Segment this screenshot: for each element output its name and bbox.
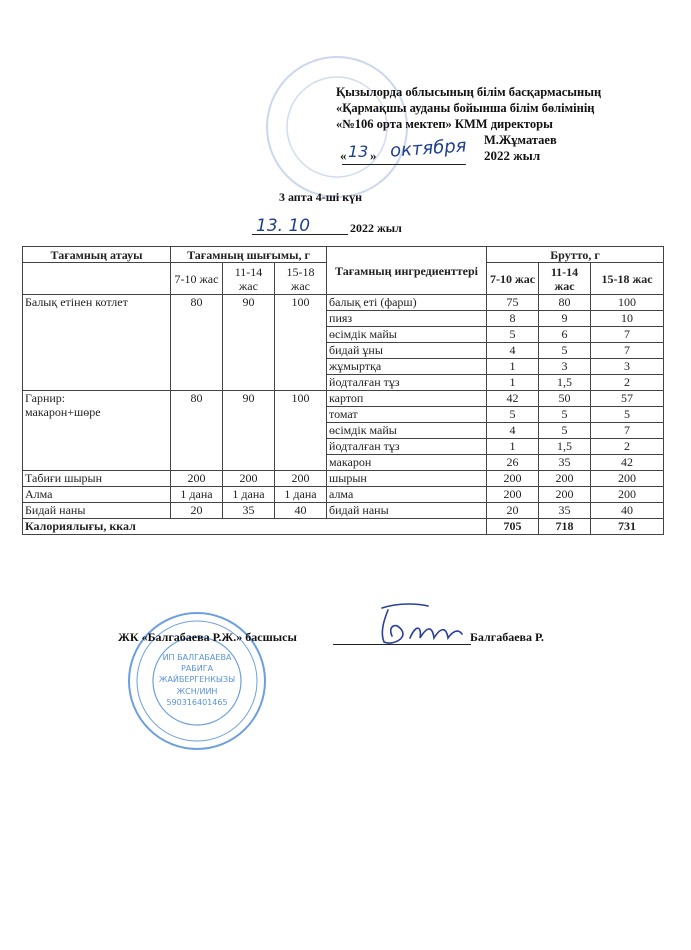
stamp-line-4: ЖСН/ИИН [176,687,218,696]
ingredient-name: алма [327,487,487,503]
total-value: 705 [487,519,539,535]
dish-output: 1 дана [223,487,275,503]
ingredient-name: пияз [327,311,487,327]
dish-output: 40 [275,503,327,519]
day-title: 3 апта 4-ші күн [278,190,363,204]
dish-output: 1 дана [275,487,327,503]
ingredient-brutto: 7 [591,327,664,343]
ingredient-brutto: 5 [539,343,591,359]
header-output: Тағамның шығымы, г [171,247,327,263]
dish-output: 200 [275,471,327,487]
ingredient-brutto: 3 [539,359,591,375]
table-date [252,218,452,240]
dish-name: Алма [23,487,171,503]
signature-right-text: Балгабаева Р. [470,630,544,644]
dish-output: 200 [171,471,223,487]
header-brutto-age2: 11-14 жас [539,263,591,295]
dish-output: 90 [223,391,275,471]
ingredient-name: өсімдік майы [327,327,487,343]
dish-output: 200 [223,471,275,487]
ingredient-brutto: 9 [539,311,591,327]
table-date-underline [252,234,348,235]
dish-output: 35 [223,503,275,519]
ingredient-name: шырын [327,471,487,487]
ingredient-name: бидай ұны [327,343,487,359]
stamp-line-2: РАБИГА [180,664,214,673]
ingredient-brutto: 200 [487,487,539,503]
ingredient-brutto: 5 [591,407,664,423]
ingredient-brutto: 1,5 [539,439,591,455]
table-row [23,471,664,487]
table-row [23,487,664,503]
dish-name: Балық етінен котлет [23,295,171,391]
dish-output: 1 дана [171,487,223,503]
approval-line-1: Қызылорда облысының білім басқармасының [336,85,602,99]
stamp-line-5: 590316401465 [166,698,228,707]
dish-output: 80 [171,391,223,471]
ingredient-brutto: 7 [591,343,664,359]
ingredient-brutto: 35 [539,455,591,471]
dish-output: 80 [171,295,223,391]
ingredient-brutto: 4 [487,423,539,439]
header-out-age2: 11-14 жас [223,263,275,295]
ingredient-brutto: 75 [487,295,539,311]
dish-output: 90 [223,295,275,391]
ingredient-brutto: 4 [487,343,539,359]
ingredient-brutto: 2 [591,439,664,455]
ingredient-name: жұмыртқа [327,359,487,375]
ingredient-brutto: 5 [487,407,539,423]
ingredient-brutto: 1 [487,359,539,375]
ingredient-name: балық еті (фарш) [327,295,487,311]
menu-table-body [23,295,664,535]
total-value: 718 [539,519,591,535]
total-row [23,519,664,535]
signature-left-text: ЖК «Балгабаева Р.Ж.» басшысы [118,630,297,644]
approval-line-3: «№106 орта мектеп» КММ директоры [336,117,553,131]
table-date-year: 2022 жыл [350,221,402,235]
ingredient-brutto: 7 [591,423,664,439]
director-name: М.Жұматаев [484,133,557,147]
date-day-handwritten: 13 [348,142,369,161]
ingredient-name: томат [327,407,487,423]
header-brutto-age1: 7-10 жас [487,263,539,295]
ingredient-brutto: 42 [487,391,539,407]
ingredient-name: йодталған тұз [327,375,487,391]
dish-name: Гарнир: макарон+шөре [23,391,171,471]
ingredient-brutto: 200 [591,487,664,503]
ingredient-name: өсімдік майы [327,423,487,439]
ingredient-brutto: 200 [539,471,591,487]
dish-output: 100 [275,295,327,391]
ingredient-brutto: 35 [539,503,591,519]
table-date-handwritten: 13. 10 [256,216,311,236]
header-dish: Тағамның атауы [23,247,171,263]
dish-name: Табиғи шырын [23,471,171,487]
approval-date [336,136,656,168]
ingredient-brutto: 26 [487,455,539,471]
approval-line-2: «Қармақшы ауданы бойынша білім бөлімінің [336,101,595,115]
ingredient-brutto: 8 [487,311,539,327]
total-value: 731 [591,519,664,535]
dish-name: Бидай наны [23,503,171,519]
ingredient-brutto: 42 [591,455,664,471]
ingredient-brutto: 200 [539,487,591,503]
ingredient-name: картоп [327,391,487,407]
ingredient-brutto: 200 [591,471,664,487]
ingredient-brutto: 5 [487,327,539,343]
menu-table [22,246,664,535]
ingredient-name: макарон [327,455,487,471]
ingredient-brutto: 10 [591,311,664,327]
ingredient-name: бидай наны [327,503,487,519]
ingredient-brutto: 100 [591,295,664,311]
date-close-quote: » [370,148,377,163]
dish-output: 100 [275,391,327,471]
signature-underline [333,644,471,645]
ingredient-brutto: 200 [487,471,539,487]
dish-output: 20 [171,503,223,519]
table-row [23,391,664,407]
ingredient-brutto: 1 [487,375,539,391]
header-brutto-age3: 15-18 жас [591,263,664,295]
table-row [23,503,664,519]
ingredient-brutto: 50 [539,391,591,407]
header-out-age1: 7-10 жас [171,263,223,295]
stamp-line-1: ИП БАЛГАБАЕВА [162,653,232,662]
table-row [23,295,664,311]
ingredient-brutto: 1 [487,439,539,455]
header-dish-blank [23,263,171,295]
ingredient-brutto: 80 [539,295,591,311]
header-ingredients: Тағамның ингредиенттері [327,247,487,295]
ingredient-brutto: 1,5 [539,375,591,391]
ingredient-brutto: 5 [539,423,591,439]
ingredient-brutto: 20 [487,503,539,519]
stamp-line-3: ЖАЙБЕРГЕНКЫЗЫ [158,675,236,684]
ingredient-brutto: 6 [539,327,591,343]
ingredient-brutto: 3 [591,359,664,375]
ingredient-name: йодталған тұз [327,439,487,455]
signature-line [118,622,578,652]
ingredient-brutto: 5 [539,407,591,423]
date-open-quote: « [340,148,347,163]
header-out-age3: 15-18 жас [275,263,327,295]
date-month-handwritten: октября [389,135,468,162]
header-brutto: Брутто, г [487,247,664,263]
ingredient-brutto: 2 [591,375,664,391]
ingredient-brutto: 57 [591,391,664,407]
date-underline [342,164,466,165]
date-year: 2022 жыл [484,148,541,163]
total-label: Калориялығы, ккал [23,519,487,535]
ingredient-brutto: 40 [591,503,664,519]
